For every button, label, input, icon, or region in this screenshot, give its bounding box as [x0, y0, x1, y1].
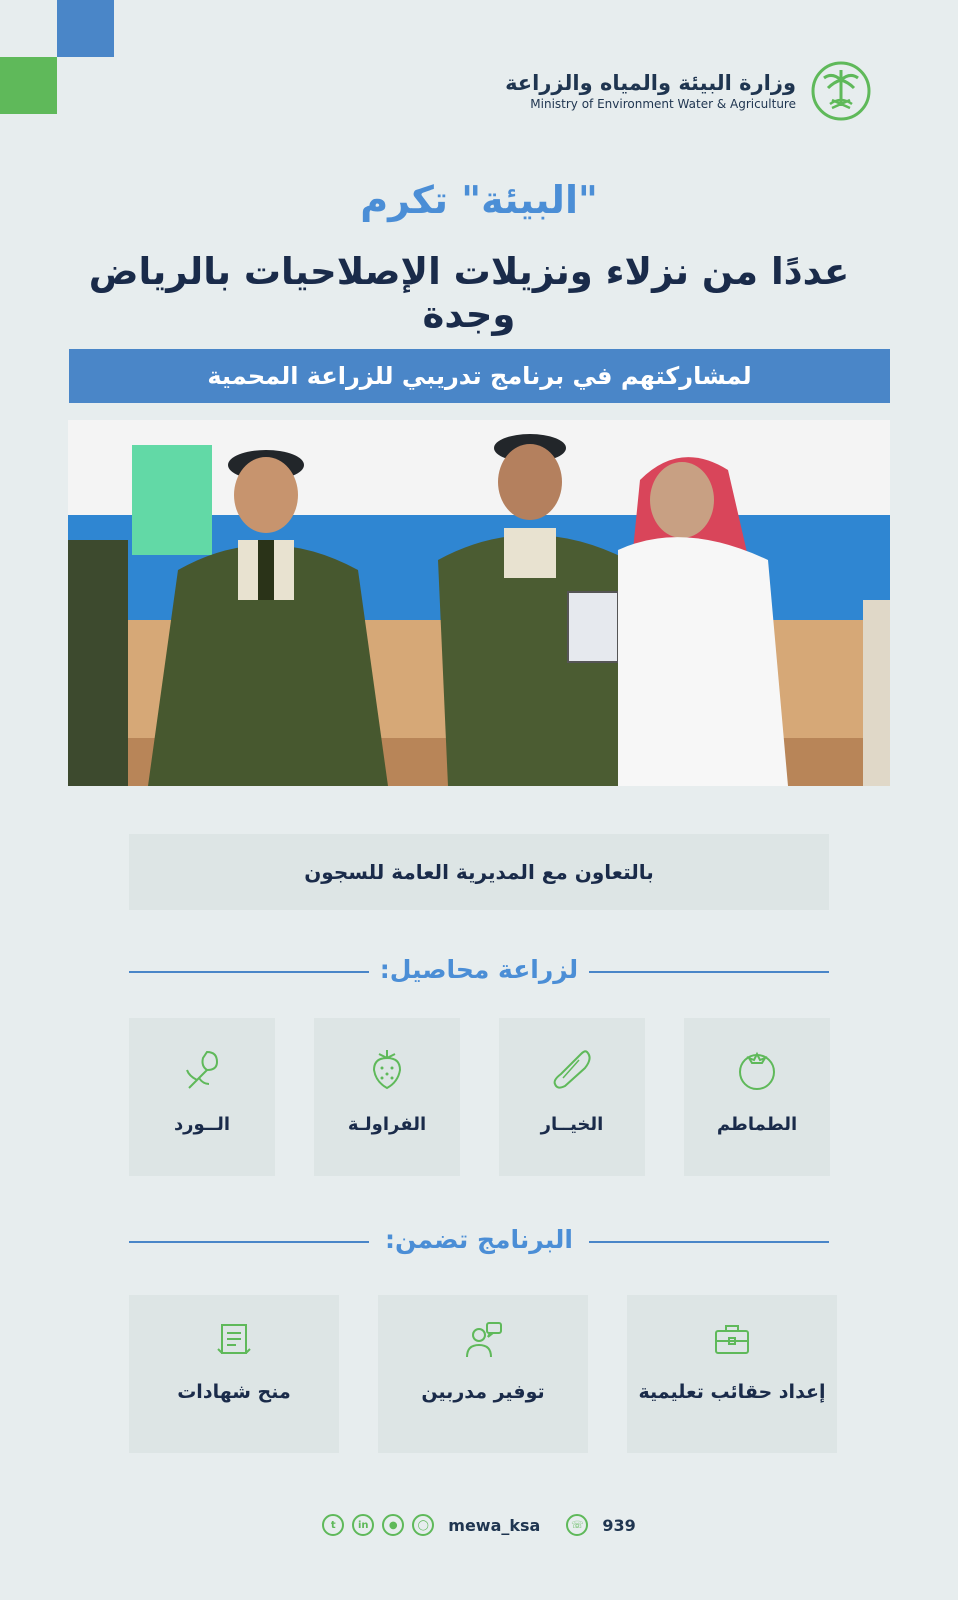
program-label: توفير مدربين	[421, 1381, 545, 1403]
ministry-name-en: Ministry of Environment Water & Agriculture	[530, 97, 796, 111]
linkedin-icon[interactable]: in	[352, 1514, 374, 1536]
strawberry-icon	[364, 1046, 410, 1092]
decor-square-blue	[57, 0, 114, 57]
tomato-icon	[734, 1046, 780, 1092]
crop-label: الطماطم	[716, 1114, 798, 1135]
crop-card-tomato	[684, 1018, 830, 1176]
instagram-icon[interactable]: ◯	[412, 1514, 434, 1536]
trainer-icon	[463, 1319, 503, 1359]
program-label: منح شهادات	[177, 1381, 291, 1403]
ministry-logo	[505, 60, 872, 122]
ceremony-photo	[68, 420, 890, 786]
cucumber-icon	[549, 1046, 595, 1092]
social-handle[interactable]: mewa_ksa	[448, 1515, 541, 1535]
headline-line1: "البيئة" تكرم	[360, 178, 598, 222]
phone-icon: ☏	[566, 1514, 588, 1536]
ministry-name-ar: وزارة البيئة والمياه والزراعة	[505, 71, 796, 95]
rose-icon	[179, 1046, 225, 1092]
crop-card-rose	[129, 1018, 275, 1176]
program-section-header	[129, 1220, 829, 1260]
program-section-title: البرنامج تضمن:	[385, 1225, 573, 1254]
program-card-trainers	[378, 1295, 588, 1453]
program-card-certificates	[129, 1295, 339, 1453]
phone-number[interactable]: 939	[602, 1515, 636, 1535]
palm-emblem-icon	[810, 60, 872, 122]
crop-label: الفراولـة	[347, 1114, 427, 1135]
twitter-icon[interactable]: t	[322, 1514, 344, 1536]
briefcase-icon	[712, 1319, 752, 1359]
cooperation-box: بالتعاون مع المديرية العامة للسجون	[129, 834, 829, 910]
crop-label: الــورد	[173, 1114, 231, 1135]
crop-label: الخيــار	[540, 1114, 604, 1135]
certificate-icon	[214, 1319, 254, 1359]
footer	[0, 1514, 958, 1536]
program-label: إعداد حقائب تعليمية	[638, 1381, 826, 1403]
decor-square-green	[0, 57, 57, 114]
snapchat-icon[interactable]: ●	[382, 1514, 404, 1536]
program-card-briefcases	[627, 1295, 837, 1453]
crop-card-strawberry	[314, 1018, 460, 1176]
subtitle-banner: لمشاركتهم في برنامج تدريبي للزراعة المحمية	[69, 349, 890, 403]
program-cards	[129, 1295, 837, 1453]
crops-section-title: لزراعة محاصيل:	[379, 955, 579, 984]
headline-line2: عددًا من نزلاء ونزيلات الإصلاحيات بالرياض وجدة	[88, 250, 850, 336]
crops-section-header	[129, 950, 829, 990]
crop-card-cucumber	[499, 1018, 645, 1176]
crops-cards	[129, 1018, 830, 1176]
